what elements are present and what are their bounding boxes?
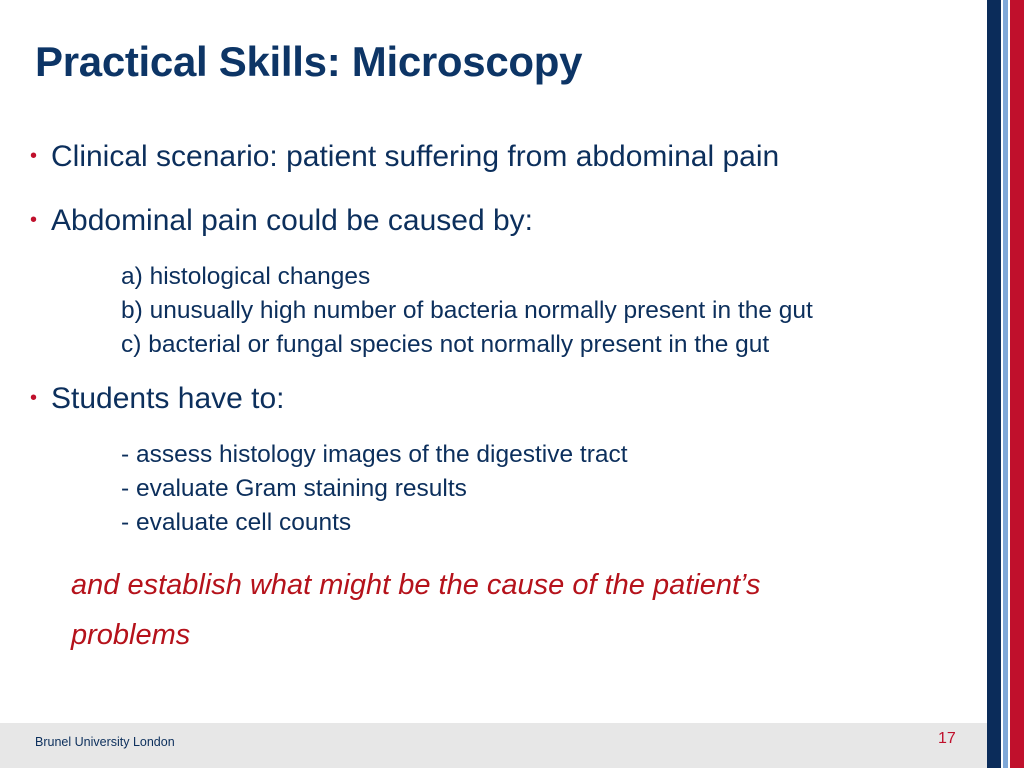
task-item-cell-counts: - evaluate cell counts [121, 509, 352, 536]
conclusion-line-1: and establish what might be the cause of the patient’s [71, 569, 761, 601]
brand-stripes [987, 0, 1024, 768]
bullet-text: Students have to: [51, 382, 285, 415]
bullet-marker: • [30, 209, 38, 231]
cause-item-c: c) bacterial or fungal species not normally present in the gut [121, 331, 770, 358]
conclusion-text [71, 560, 760, 660]
cause-item-b: b) unusually high number of bacteria normally present in the gut [121, 297, 813, 324]
task-list [121, 438, 628, 540]
bullet-text: Abdominal pain could be caused by: [51, 204, 533, 237]
footer-organization: Brunel University London [35, 735, 175, 749]
task-item-histology: - assess histology images of the digestive tract [121, 441, 628, 468]
bullet-marker: • [30, 145, 38, 167]
bullet-text: Clinical scenario: patient suffering from abdominal pain [51, 140, 780, 173]
bullet-marker: • [30, 387, 38, 409]
footer-bar [0, 723, 987, 768]
bullet-abdominal-pain [30, 204, 533, 238]
bullet-clinical-scenario [30, 140, 779, 174]
page-number: 17 [938, 730, 956, 747]
stripe-navy [987, 0, 1001, 768]
conclusion-line-2: problems [71, 619, 191, 651]
cause-list [121, 260, 813, 362]
cause-item-a: a) histological changes [121, 263, 371, 290]
slide-title: Practical Skills: Microscopy [35, 38, 583, 85]
bullet-students [30, 382, 285, 416]
stripe-red [1010, 0, 1024, 768]
task-item-gram-staining: - evaluate Gram staining results [121, 475, 467, 502]
